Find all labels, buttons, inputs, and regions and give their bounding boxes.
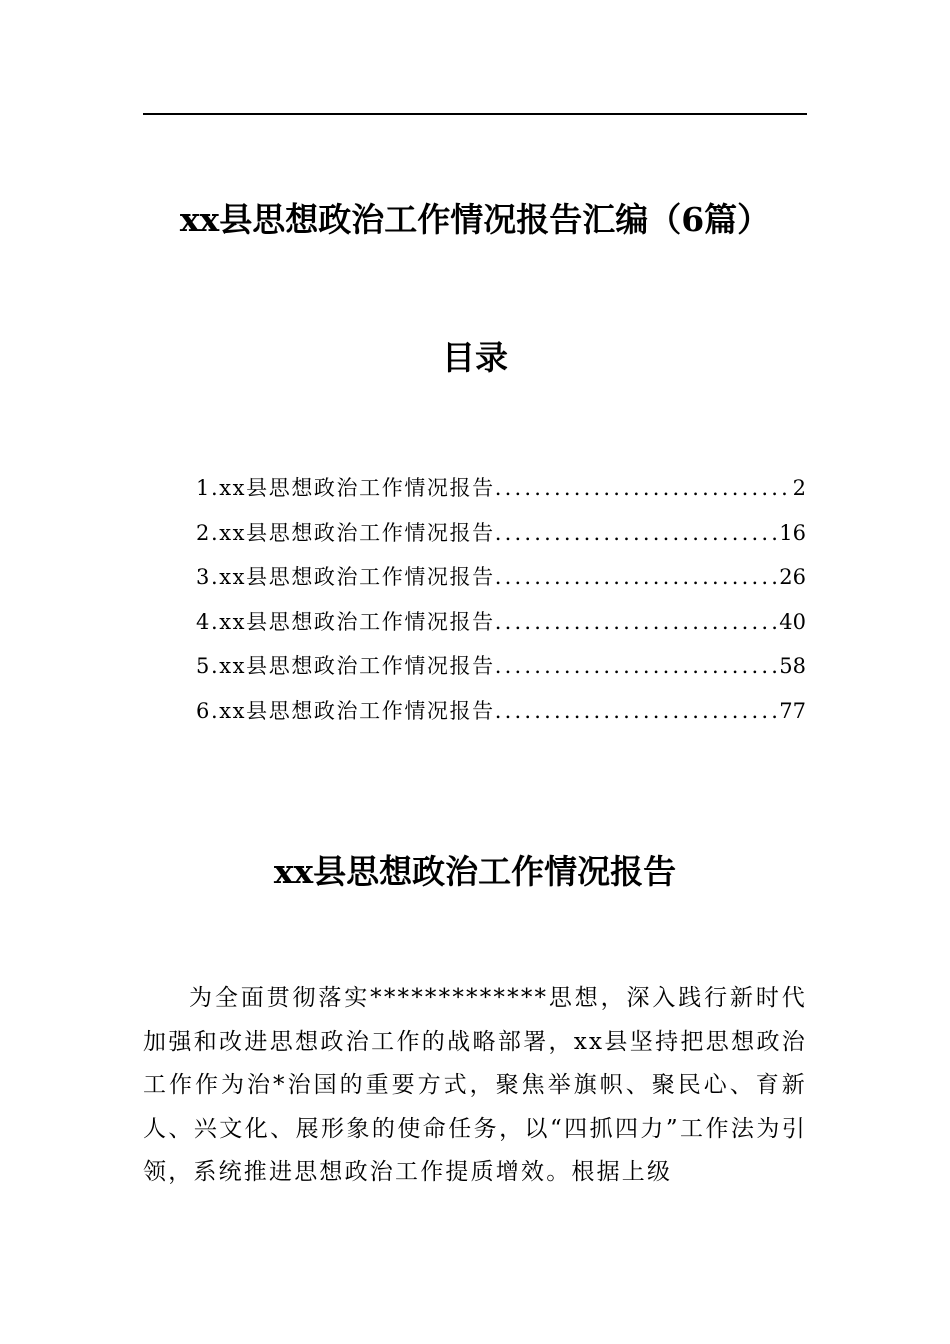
toc-page-number: 26 (779, 565, 806, 590)
toc-entry-label: 2.xx县思想政治工作情况报告 (196, 520, 495, 545)
toc-entry-6[interactable] (196, 689, 806, 734)
body-paragraph: 为全面贯彻落实*************思想，深入践行新时代加强和改进思想政治工作的战略部署，xx县坚持把思想政治工作作为治*治国的重要方式，聚焦举旗帜、聚民心、育新人、兴文化、展形象的使命任务，以“四抓四力”工作法为引领，系统推进思想政治工作提质增效。根据上级 (143, 985, 807, 1186)
toc-dot-leader (495, 555, 780, 599)
toc-entry-1[interactable] (196, 466, 806, 511)
toc-dot-leader (495, 644, 780, 688)
toc-entry-2[interactable] (196, 511, 806, 556)
document-title: xx县思想政治工作情况报告汇编（6篇） (179, 200, 771, 239)
toc-page-number: 2 (792, 476, 806, 500)
header-divider (143, 113, 807, 115)
toc-entry-4[interactable] (196, 600, 806, 645)
toc-page-number: 58 (779, 654, 806, 679)
toc-page-number: 16 (779, 520, 806, 545)
toc-dot-leader (495, 600, 780, 644)
table-of-contents (196, 466, 806, 734)
toc-page-number: 40 (779, 609, 806, 634)
toc-dot-leader (495, 466, 793, 510)
toc-entry-label: 6.xx县思想政治工作情况报告 (196, 698, 495, 723)
toc-heading: 目录 (442, 338, 508, 377)
section-title: xx县思想政治工作情况报告 (273, 852, 677, 891)
toc-entry-3[interactable] (196, 555, 806, 600)
toc-dot-leader (495, 689, 780, 733)
toc-entry-label: 5.xx县思想政治工作情况报告 (196, 654, 495, 679)
toc-entry-label: 4.xx县思想政治工作情况报告 (196, 609, 495, 634)
toc-page-number: 77 (779, 698, 806, 723)
toc-entry-5[interactable] (196, 644, 806, 689)
toc-entry-label: 1.xx县思想政治工作情况报告 (196, 476, 495, 500)
toc-dot-leader (495, 511, 780, 555)
toc-entry-label: 3.xx县思想政治工作情况报告 (196, 565, 495, 590)
